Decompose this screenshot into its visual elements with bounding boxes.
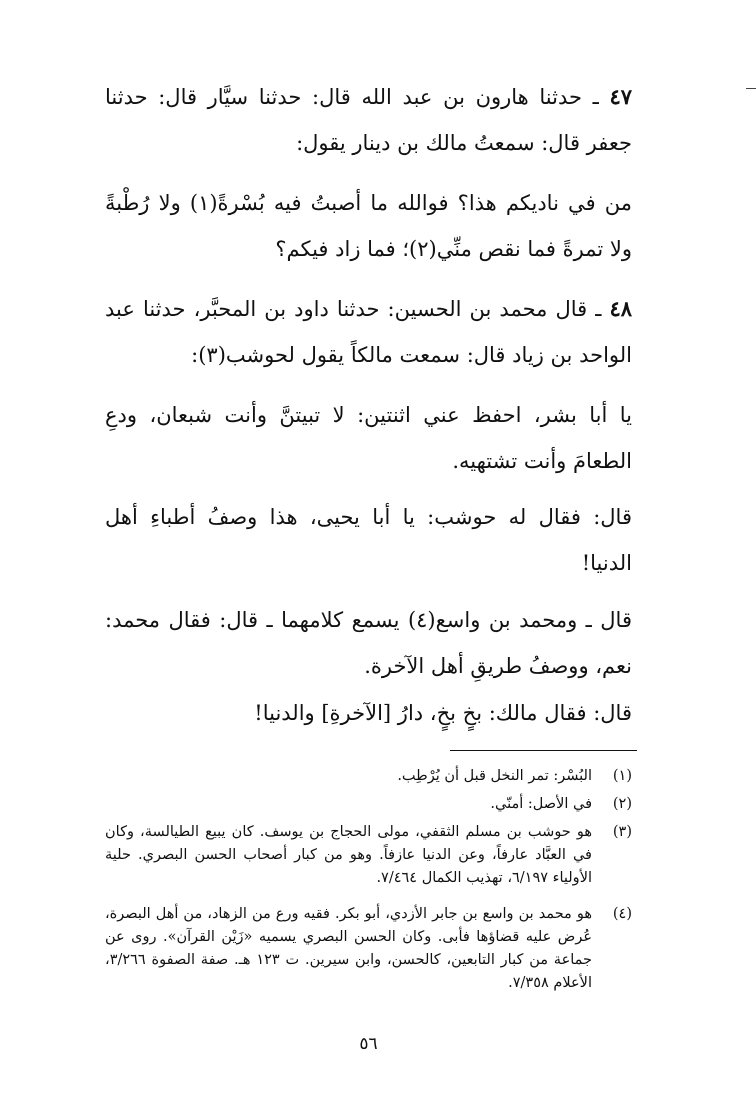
paragraph-hawshab [105,494,632,586]
footnote-text: هو محمد بن واسع بن جابر الأزدي، أبو بكر. فقيه ورع من الزهاد، من أهل البصرة، عُرض عليه قضاؤها فأبى. وكان الحسن البصري يسميه «زَيْن القرآن». روى عن جماعة من كبار التابعين، كالحسن، وابن سيرين. ت ١٢٣ هـ. صفة الصفوة ٣/٢٦٦، الأعلام ٧/٣٥٨. [105,906,592,991]
paragraph-text: قال ـ ومحمد بن واسع(٤) يسمع كلامهما ـ قال: فقال محمد: نعم، ووصفُ طريقِ أهل الآخرة. [105,608,632,678]
paragraph-text: من في ناديكم هذا؟ فوالله ما أصبتُ فيه بُسْرةً(١) ولا رُطْبةً ولا تمرةً فما نقص منِّي(٢)؛ فما زاد فيكم؟ [105,191,632,261]
paragraph-muhammad [105,597,632,689]
paragraph-malik [105,690,632,736]
paragraph-text: يا أبا بشر، احفظ عني اثنتين: لا تبيتنَّ وأنت شبعان، ودعِ الطعامَ وأنت تشتهيه. [105,403,632,473]
footnote-text: هو حوشب بن مسلم الثقفي، مولى الحجاج بن يوسف. كان يبيع الطيالسة، وكان في العبَّاد عارفاً، وعن الدنيا عازفاً. وهو من كبار أصحاب الحسن البصري. حلية الأولياء ٦/١٩٧، تهذيب الكمال ٧/٤٦٤. [105,824,592,886]
footnote-2 [105,793,632,816]
edge-mark [746,88,756,89]
paragraph-quote-1 [105,180,632,272]
footnote-text: البُسْر: تمر النخل قبل أن يُرْطِب. [397,768,592,784]
footnote-3 [105,821,632,890]
footnote-mark: (١) [612,768,632,784]
paragraph-47 [105,74,632,166]
paragraph-48 [105,286,632,378]
hadith-number: ٤٧ [609,84,632,109]
paragraph-text: قال: فقال له حوشب: يا أبا يحيى، هذا وصفُ أطباءِ أهل الدنيا! [105,505,632,575]
footnote-divider [450,750,637,751]
paragraph-text: ـ حدثنا هارون بن عبد الله قال: حدثنا سيَّار قال: حدثنا جعفر قال: سمعتُ مالك بن دينار يقول: [105,85,632,155]
paragraph-text: ـ قال محمد بن الحسين: حدثنا داود بن المحبَّر، حدثنا عبد الواحد بن زياد قال: سمعت مالكاً يقول لحوشب(٣): [105,297,632,367]
footnote-text: في الأصل: أمنّي. [490,796,592,812]
footnote-1 [105,765,632,788]
footnote-4 [105,903,632,995]
footnote-mark: (٣) [612,824,632,840]
page-number: ٥٦ [359,1034,378,1054]
paragraph-quote-2 [105,392,632,484]
paragraph-text: قال: فقال مالك: بخٍ بخٍ، دارُ [الآخرةِ] والدنيا! [254,701,632,725]
footnote-mark: (٢) [612,796,632,812]
footnote-mark: (٤) [612,906,632,922]
hadith-number: ٤٨ [609,296,632,321]
